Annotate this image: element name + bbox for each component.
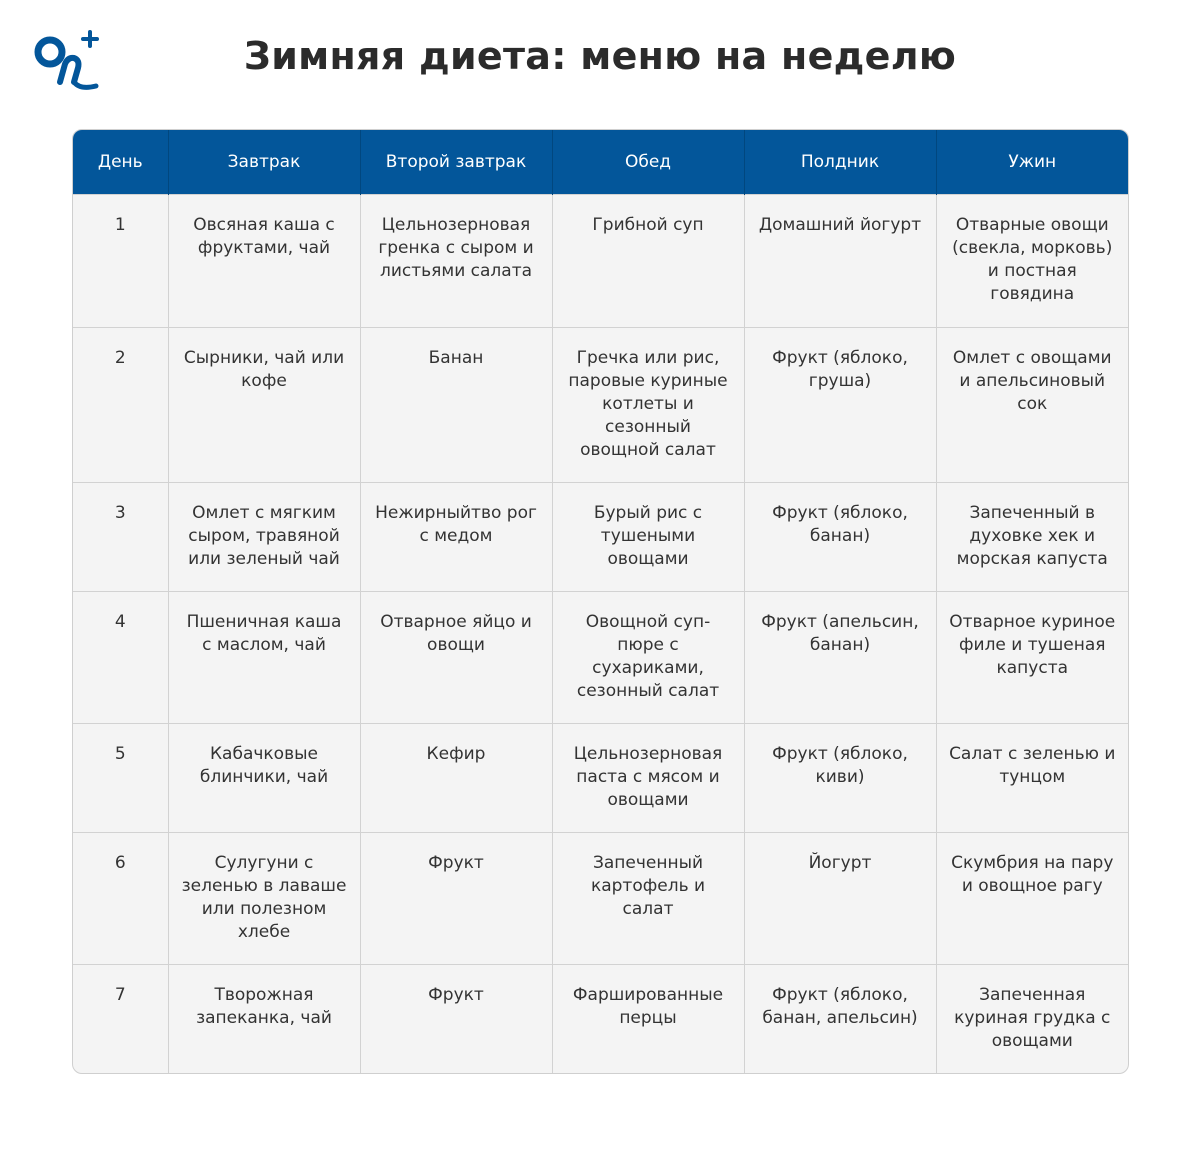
cell-lunch: Фаршированные перцы [552, 965, 744, 1074]
table-row [73, 965, 1128, 1074]
diet-menu-table [72, 129, 1129, 1074]
cell-second-breakfast: Кефир [360, 724, 552, 833]
cell-breakfast: Сырники, чай или кофе [168, 328, 360, 483]
cell-dinner: Запеченная куриная грудка с овощами [936, 965, 1128, 1074]
page-title: Зимняя диета: меню на неделю [243, 34, 957, 78]
header-lunch: Обед [552, 130, 744, 195]
cell-breakfast: Творожная запеканка, чай [168, 965, 360, 1074]
cell-lunch: Гречка или рис, паровые куриные котлеты и сезонный овощной салат [552, 328, 744, 483]
cell-dinner: Запеченный в духовке хек и морская капуста [936, 483, 1128, 592]
cell-snack: Фрукт (апельсин, банан) [744, 592, 936, 724]
table-row [73, 833, 1128, 965]
table-row [73, 195, 1128, 328]
cell-dinner: Скумбрия на пару и овощное рагу [936, 833, 1128, 965]
cell-day: 7 [73, 965, 168, 1074]
cell-lunch: Запеченный картофель и салат [552, 833, 744, 965]
cell-day: 1 [73, 195, 168, 328]
cell-lunch: Бурый рис с тушеными овощами [552, 483, 744, 592]
cell-snack: Фрукт (яблоко, груша) [744, 328, 936, 483]
table-row [73, 724, 1128, 833]
cell-second-breakfast: Фрукт [360, 965, 552, 1074]
cell-lunch: Овощной суп-пюре с сухариками, сезонный салат [552, 592, 744, 724]
cell-dinner: Омлет с овощами и апельсиновый сок [936, 328, 1128, 483]
header-dinner: Ужин [936, 130, 1128, 195]
cell-second-breakfast: Банан [360, 328, 552, 483]
cell-dinner: Отварное куриное филе и тушеная капуста [936, 592, 1128, 724]
cell-snack: Фрукт (яблоко, банан) [744, 483, 936, 592]
table-row [73, 592, 1128, 724]
header-snack: Полдник [744, 130, 936, 195]
cell-breakfast: Сулугуни с зеленью в лаваше или полезном хлебе [168, 833, 360, 965]
cell-second-breakfast: Фрукт [360, 833, 552, 965]
cell-breakfast: Овсяная каша с фруктами, чай [168, 195, 360, 328]
cell-day: 3 [73, 483, 168, 592]
cell-lunch: Грибной суп [552, 195, 744, 328]
cell-day: 4 [73, 592, 168, 724]
cell-snack: Йогурт [744, 833, 936, 965]
cell-snack: Фрукт (яблоко, банан, апельсин) [744, 965, 936, 1074]
cell-second-breakfast: Цельнозерновая гренка с сыром и листьями салата [360, 195, 552, 328]
header-day: День [73, 130, 168, 195]
cell-day: 2 [73, 328, 168, 483]
cell-dinner: Отварные овощи (свекла, морковь) и постная говядина [936, 195, 1128, 328]
cell-day: 6 [73, 833, 168, 965]
header-breakfast: Завтрак [168, 130, 360, 195]
header-second-breakfast: Второй завтрак [360, 130, 552, 195]
cell-second-breakfast: Отварное яйцо и овощи [360, 592, 552, 724]
cell-breakfast: Омлет с мягким сыром, травяной или зеленый чай [168, 483, 360, 592]
cell-snack: Фрукт (яблоко, киви) [744, 724, 936, 833]
cell-snack: Домашний йогурт [744, 195, 936, 328]
cell-day: 5 [73, 724, 168, 833]
cell-breakfast: Пшеничная каша с маслом, чай [168, 592, 360, 724]
table-row [73, 328, 1128, 483]
cell-second-breakfast: Нежирныйтво рог с медом [360, 483, 552, 592]
cell-lunch: Цельнозерновая паста с мясом и овощами [552, 724, 744, 833]
table-header-row [73, 130, 1128, 195]
cell-dinner: Салат с зеленью и тунцом [936, 724, 1128, 833]
cell-breakfast: Кабачковые блинчики, чай [168, 724, 360, 833]
table-row [73, 483, 1128, 592]
